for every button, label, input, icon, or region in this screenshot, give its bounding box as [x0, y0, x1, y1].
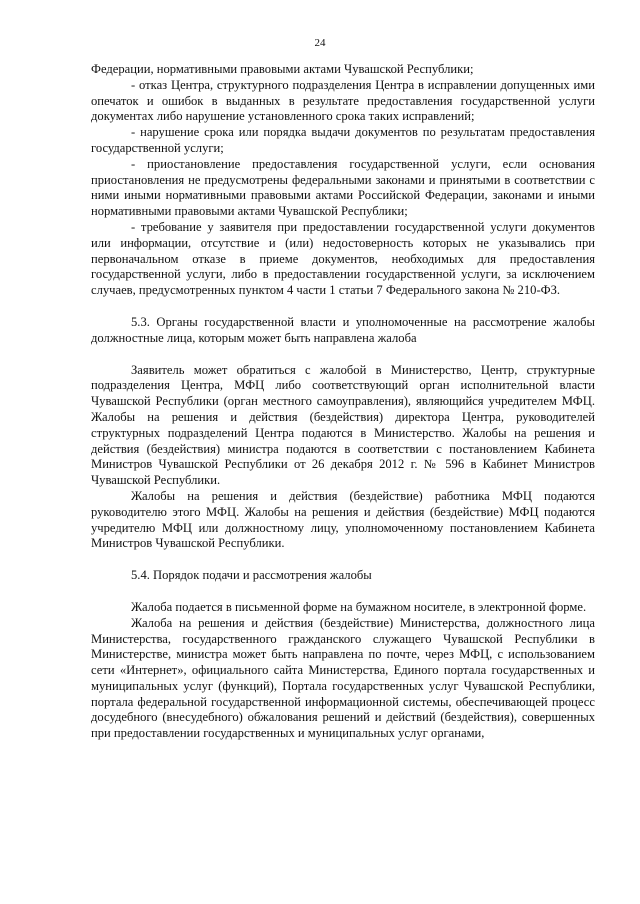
list-item-deadline-violation: - нарушение срока или порядка выдачи документов по результатам предоставления государственной услуги;: [91, 125, 595, 155]
paragraph-continuation: Федерации, нормативными правовыми актами Чувашской Республики;: [91, 62, 474, 76]
page-number: 24: [314, 37, 326, 49]
section-heading-5-4: 5.4. Порядок подачи и рассмотрения жалобы: [131, 568, 372, 583]
section-heading-5-3: 5.3. Органы государственной власти и уполномоченные на рассмотрение жалобы должностные лица, которым может быть направлена жалоба: [91, 314, 595, 345]
paragraph-mfc-complaints: Жалобы на решения и действия (бездействие) работника МФЦ подаются руководителю этого МФЦ. Жалобы на решения и действия (бездействие) МФЦ подаются учредителю МФЦ или должностному лицу, уполномоченному постановлением Кабинета Министров Чувашской Республики.: [91, 488, 595, 551]
paragraph-complaint-channels: Жалоба на решения и действия (бездействие) Министерства, должностного лица Министерства, государственного гражданского служащего Чувашской Республики в Министерстве, министра может быть направлена по почте, через МФЦ, с использованием сети «Интернет», официального сайта Министерства, Единого портала государственных и муниципальных услуг (функций), Портала государственных услуг Чувашской Республики, портала федеральной государственной информационной системы, обеспечивающей процесс досудебного (внесудебного) обжалования решений и действий (бездействия), совершенных при предоставлении государственных и муниципальных услуг органами,: [91, 615, 595, 741]
list-item-suspension: - приостановление предоставления государственной услуги, если основания приостановления не предусмотрены федеральными законами и принятыми в соответствии с ними иными нормативными правовыми актами Российской Федерации, законами и иными нормативными правовыми актами Чувашской Республики;: [91, 156, 595, 219]
document-body: [91, 62, 595, 742]
paragraph-complaint-form: Жалоба подается в письменной форме на бумажном носителе, в электронной форме.: [131, 599, 587, 614]
list-item-document-requirement: - требование у заявителя при предоставлении государственной услуги документов или информации, отсутствие и (или) недостоверность которых не указывались при первоначальном отказе в приеме документов, необходимых для предоставления государственной услуги, либо в предоставлении государственной услуги, за исключением случаев, предусмотренных пунктом 4 части 1 статьи 7 Федерального закона № 210-ФЗ.: [91, 219, 595, 298]
paragraph-complaint-addressees: Заявитель может обратиться с жалобой в Министерство, Центр, структурные подразделения Центра, МФЦ либо соответствующий орган исполнительной власти Чувашской Республики (орган местного самоуправления), являющийся учредителем МФЦ. Жалобы на решения и действия (бездействия) директора Центра, руководителей структурных подразделений Центра подаются в Министерство. Жалобы на решения и действия (бездействия) министра подаются в соответствии с постановлением Кабинета Министров Чувашской Республики от 26 декабря 2012 г. № 596 в Кабинет Министров Чувашской Республики.: [91, 362, 595, 488]
list-item-correction-refusal: - отказ Центра, структурного подразделения Центра в исправлении допущенных ими опечаток и ошибок в выданных в результате предоставления государственной услуги документах либо нарушение установленного срока таких исправлений;: [91, 77, 595, 124]
